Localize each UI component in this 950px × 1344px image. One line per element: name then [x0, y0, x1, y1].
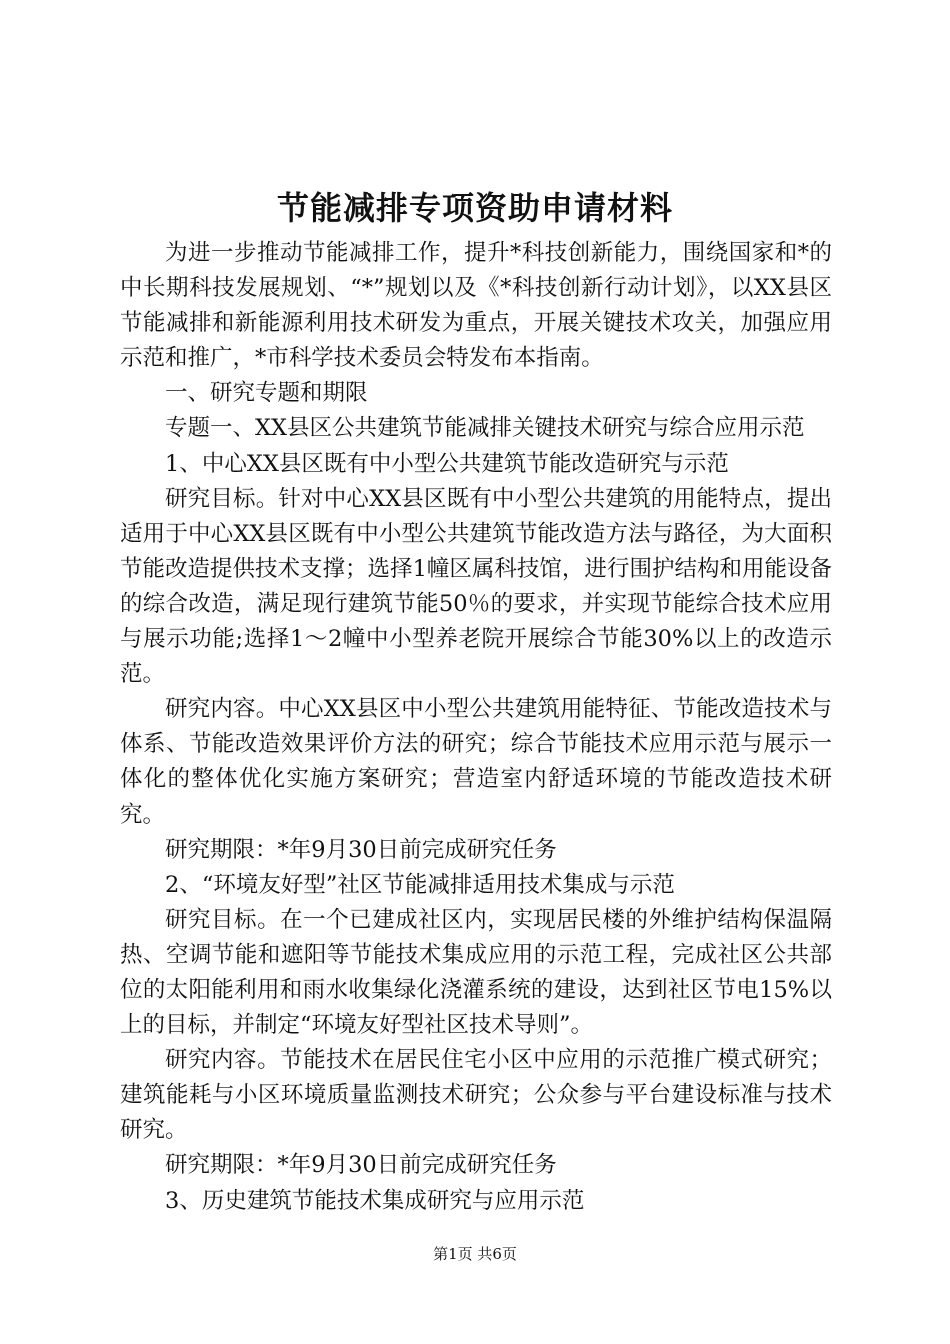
document-title: 节能减排专项资助申请材料: [276, 189, 673, 227]
paragraph-deadline-1: 研究期限：*年9月30日前完成研究任务: [165, 836, 557, 863]
paragraph-deadline-2: 研究期限：*年9月30日前完成研究任务: [165, 1152, 557, 1179]
paragraph-content-1: 研究内容。中心XX县区中小型公共建筑用能特征、节能改造技术与体系、节能改造效果评价方法的研究；综合节能技术应用示范与展示一体化的整体优化实施方案研究；营造室内舒适环境的节能改造技术研究。: [120, 696, 832, 828]
paragraph-goal-1: 研究目标。针对中心XX县区既有中小型公共建筑的用能特点，提出适用于中心XX县区既有中小型公共建筑节能改造方法与路径，为大面积节能改造提供技术支撑；选择1幢区属科技馆，进行围护结构和用能设备的综合改造，满足现行建筑节能50％的要求，并实现节能综合技术应用与展示功能;选择1～2幢中小型养老院开展综合节能30%以上的改造示范。: [120, 485, 832, 688]
item-heading-1: 1、中心XX县区既有中小型公共建筑节能改造研究与示范: [165, 450, 729, 477]
page-footer: 第1页 共6页: [433, 1245, 517, 1263]
paragraph-content-2: 研究内容。节能技术在居民住宅小区中应用的示范推广模式研究；建筑能耗与小区环境质量监测技术研究；公众参与平台建设标准与技术研究。: [120, 1047, 832, 1144]
document-body: [120, 236, 832, 1219]
item-heading-3: 3、历史建筑节能技术集成研究与应用示范: [165, 1187, 585, 1214]
paragraph-goal-2: 研究目标。在一个已建成社区内，实现居民楼的外维护结构保温隔热、空调节能和遮阳等节能技术集成应用的示范工程，完成社区公共部位的太阳能利用和雨水收集绿化浇灌系统的建设，达到社区节电15%以上的目标，并制定“环境友好型社区技术导则”。: [120, 906, 832, 1039]
section-heading: 一、研究专题和期限: [165, 380, 368, 407]
topic-heading: 专题一、XX县区公共建筑节能减排关键技术研究与综合应用示范: [165, 415, 805, 442]
paragraph-intro: 为进一步推动节能减排工作，提升*科技创新能力，围绕国家和*的中长期科技发展规划、“*”规划以及《*科技创新行动计划》，以XX县区节能减排和新能源利用技术研发为重点，开展关键技术攻关，加强应用示范和推广，*市科学技术委员会特发布本指南。: [120, 240, 832, 372]
item-heading-2: 2、“环境友好型”社区节能减排适用技术集成与示范: [165, 871, 675, 898]
